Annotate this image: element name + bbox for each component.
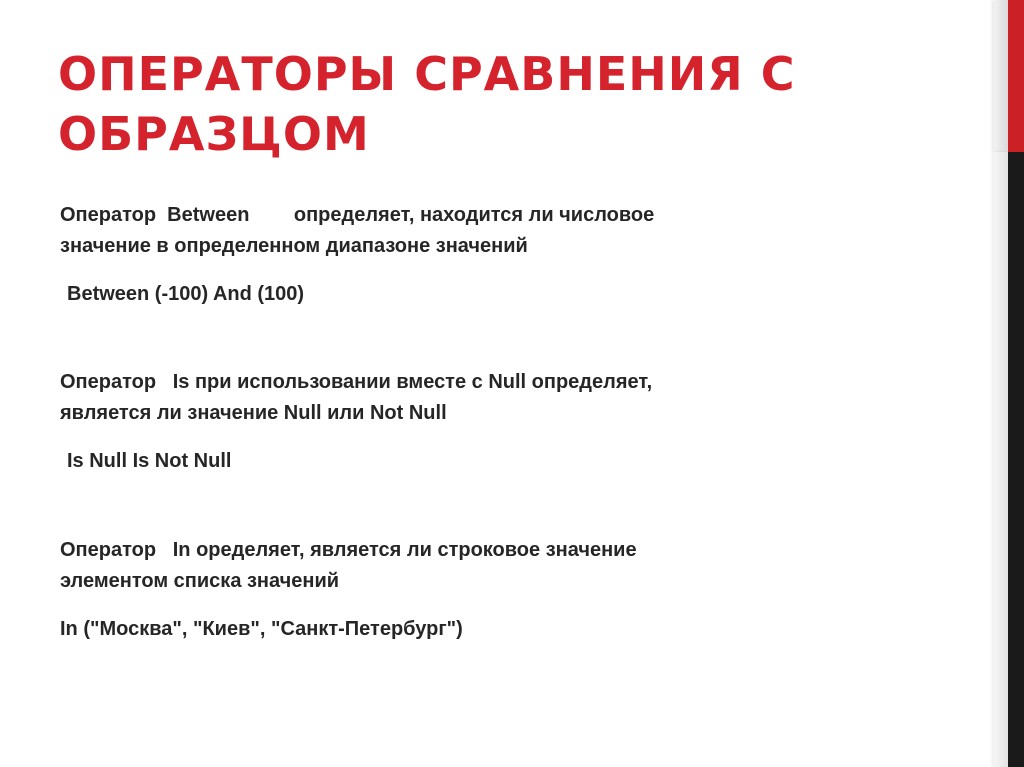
accent-bar-red [1008,0,1024,152]
title-line-2: ОБРАЗЦОМ [58,107,370,161]
between-line-1: Оператор Between определяет, находится ли числовое [60,204,655,226]
in-line-1: Оператор In оределяет, является ли строковое значение [60,539,637,561]
is-line-2: является ли значение Null или Not Null [60,402,447,424]
is-example: Is Null Is Not Null [67,450,232,472]
in-line-2: элементом списка значений [60,570,340,592]
is-description [60,367,940,429]
is-line-1: Оператор Is при использовании вместе с Null определяет, [60,371,653,393]
in-description [60,535,940,597]
title-line-1: ОПЕРАТОРЫ СРАВНЕНИЯ С [58,47,796,101]
page-edge-top [994,0,1008,152]
between-description [60,200,940,262]
accent-bar-dark [1008,152,1024,767]
page-edge-bottom [994,152,1008,767]
between-example: Between (-100) And (100) [67,283,305,305]
slide-title [58,44,958,164]
in-example: In ("Москва", "Киев", "Санкт-Петербург") [60,618,463,640]
between-line-2: значение в определенном диапазоне значений [60,235,528,257]
